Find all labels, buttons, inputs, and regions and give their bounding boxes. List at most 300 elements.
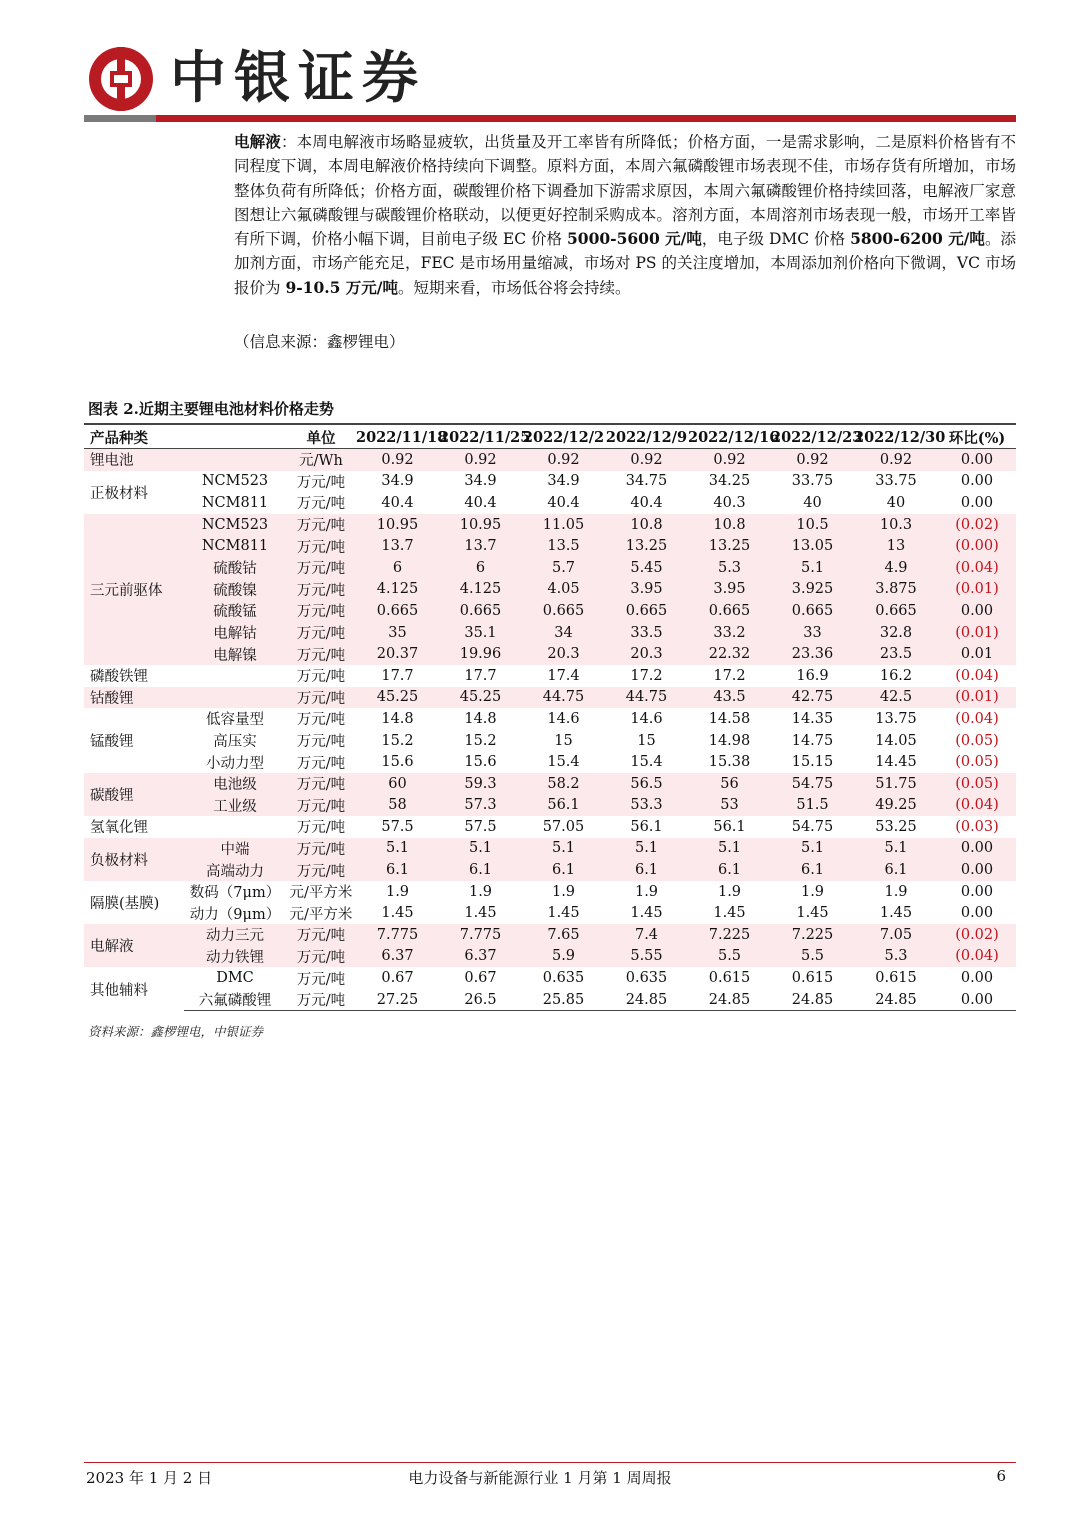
price-cell: 4.125	[439, 579, 522, 601]
price-cell: 1.45	[713, 905, 746, 922]
table-row	[84, 751, 1016, 773]
price-cell: 10.3	[854, 514, 938, 536]
price-cell: 1.45	[879, 905, 913, 922]
table-row	[84, 471, 1016, 493]
price-cell: 14.98	[708, 732, 751, 749]
category-cell: 钴酸锂	[84, 687, 184, 709]
price-cell: 13.25	[688, 535, 771, 557]
price-cell: 24.85	[688, 989, 771, 1011]
price-cell: 44.75	[605, 687, 688, 709]
price-cell: 53	[688, 795, 771, 817]
table-row	[84, 881, 1016, 903]
price-cell: 33.75	[875, 473, 917, 490]
unit-cell: 万元/吨	[296, 474, 346, 491]
price-cell: 13	[854, 535, 938, 557]
price-cell: 6.37	[439, 946, 522, 968]
price-cell: 40.3	[713, 494, 746, 511]
price-cell: 35.1	[439, 622, 522, 644]
price-cell: 13.05	[771, 535, 854, 557]
subcategory-cell	[184, 449, 286, 471]
unit-cell: 万元/吨	[296, 712, 346, 729]
footer-date: 2023 年 1 月 2 日	[86, 1469, 213, 1487]
subcategory-cell: 数码（7μm）	[189, 885, 281, 902]
price-cell: 56.1	[713, 818, 746, 835]
table-row	[84, 859, 1016, 881]
price-cell: 1.45	[630, 905, 663, 922]
subcategory-cell: 硫酸镍	[184, 579, 286, 601]
price-cell: 5.1	[605, 838, 688, 860]
subcategory-cell: 硫酸锰	[184, 600, 286, 622]
price-cell: 6.1	[356, 859, 439, 881]
table-row	[84, 622, 1016, 644]
table-row	[84, 514, 1016, 536]
category-cell: 氢氧化锂	[90, 820, 148, 837]
price-cell: 6.1	[771, 859, 854, 881]
price-cell: 10.95	[356, 514, 439, 536]
price-cell: 5.1	[522, 838, 605, 860]
price-cell: 0.665	[605, 600, 688, 622]
price-cell: 10.5	[771, 514, 854, 536]
price-cell: 34.9	[381, 473, 414, 490]
column-header: 产品种类	[84, 426, 184, 449]
price-cell: 14.35	[791, 710, 834, 727]
footer-rule	[84, 1462, 1016, 1463]
paragraph-text-4: 。短期来看，市场低谷将会持续。	[397, 278, 631, 297]
column-header: 2022/11/18	[356, 426, 439, 449]
price-cell: 33.75	[791, 473, 834, 490]
figure-title: 图表 2.近期主要锂电池材料价格走势	[88, 400, 334, 418]
brand-name: 中银证券	[170, 45, 426, 111]
price-cell: 1.45	[547, 905, 580, 922]
price-cell: 33.2	[688, 622, 771, 644]
unit-cell: 万元/吨	[296, 755, 346, 772]
price-cell: 20.37	[356, 643, 439, 665]
price-cell: 15.2	[381, 732, 414, 749]
change-cell: (0.00)	[938, 535, 1016, 557]
price-cell: 5.9	[522, 946, 605, 968]
price-cell: 4.05	[522, 579, 605, 601]
price-cell: 20.3	[522, 643, 605, 665]
change-cell: (0.01)	[938, 622, 1016, 644]
unit-cell: 万元/吨	[286, 687, 356, 709]
price-cell: 6.1	[605, 859, 688, 881]
price-cell: 33.5	[605, 622, 688, 644]
price-cell: 32.8	[854, 622, 938, 644]
column-header: 2022/12/30	[854, 426, 938, 449]
price-cell: 7.05	[854, 924, 938, 946]
unit-cell: 万元/吨	[286, 643, 356, 665]
paragraph-bold-2: 5800-6200 元/吨	[850, 229, 985, 249]
price-cell: 56.1	[630, 818, 663, 835]
price-cell: 14.6	[630, 710, 663, 727]
price-cell: 20.3	[605, 643, 688, 665]
change-cell: (0.04)	[938, 557, 1016, 579]
price-cell: 53.25	[875, 818, 917, 835]
price-cell: 15.4	[547, 754, 580, 771]
price-cell: 6.1	[522, 859, 605, 881]
price-cell: 0.67	[464, 970, 497, 987]
price-cell: 1.9	[551, 883, 576, 900]
column-header	[184, 426, 286, 449]
change-cell: 0.01	[938, 643, 1016, 665]
subcategory-cell: 中端	[184, 838, 286, 860]
change-cell: (0.01)	[938, 687, 1016, 709]
subcategory-cell: 动力（9μm）	[189, 906, 281, 923]
price-cell: 40.4	[464, 494, 497, 511]
change-cell: 0.00	[960, 494, 994, 511]
change-cell: (0.04)	[938, 946, 1016, 968]
subcategory-cell: 动力铁锂	[184, 946, 286, 968]
category-cell: 电解液	[84, 924, 184, 967]
price-cell: 0.92	[854, 449, 938, 471]
price-cell: 13.25	[605, 535, 688, 557]
price-cell: 0.92	[688, 449, 771, 471]
price-cell: 1.45	[381, 905, 414, 922]
category-cell: 锰酸锂	[90, 734, 134, 751]
price-cell: 0.665	[522, 600, 605, 622]
price-cell: 13.7	[356, 535, 439, 557]
category-cell: 正极材料	[90, 485, 148, 502]
price-cell: 5.5	[771, 946, 854, 968]
price-cell: 0.665	[771, 600, 854, 622]
price-cell: 57.5	[464, 818, 497, 835]
price-cell: 59.3	[439, 773, 522, 795]
paragraph-text-2: ，电子级 DMC 价格	[701, 230, 851, 249]
category-cell: 其他辅料	[90, 982, 148, 999]
change-cell: (0.05)	[955, 754, 999, 771]
table-row	[84, 492, 1016, 514]
unit-cell: 万元/吨	[286, 859, 356, 881]
price-cell: 6.1	[854, 859, 938, 881]
price-cell: 42.5	[854, 687, 938, 709]
price-cell: 53.3	[605, 795, 688, 817]
change-cell: (0.05)	[938, 773, 1016, 795]
unit-cell: 万元/吨	[286, 600, 356, 622]
unit-cell: 万元/吨	[286, 535, 356, 557]
change-cell: (0.02)	[938, 924, 1016, 946]
table-row	[84, 730, 1016, 752]
price-cell: 26.5	[439, 989, 522, 1011]
table-row	[84, 557, 1016, 579]
subcategory-cell: NCM523	[201, 473, 269, 490]
price-cell: 15.6	[464, 754, 497, 771]
category-cell: 负极材料	[84, 838, 184, 881]
price-cell: 17.7	[381, 667, 414, 684]
price-cell: 5.55	[605, 946, 688, 968]
unit-cell: 万元/吨	[296, 820, 346, 837]
price-cell: 15.6	[381, 754, 414, 771]
unit-cell: 万元/吨	[296, 669, 346, 686]
price-cell: 22.32	[688, 643, 771, 665]
subcategory-cell: DMC	[216, 970, 254, 987]
price-cell: 14.8	[464, 710, 497, 727]
table-row	[84, 665, 1016, 687]
unit-cell: 元/平方米	[289, 885, 353, 902]
price-cell: 1.9	[717, 883, 742, 900]
price-cell: 40.4	[381, 494, 414, 511]
table-row	[84, 989, 1016, 1011]
table-row	[84, 838, 1016, 860]
paragraph-text-1: ：本周电解液市场略显疲软，出货量及开工率皆有所降低；价格方面，一是需求影响，二是原料价格皆有不同程度下调，本周电解液价格持续向下调整。原料方面，本周六氟磷酸锂市场表现不佳，市场存货有所增加，市场整体负荷有所降低；价格方面，碳酸锂价格下调叠加下游需求原因，本周六氟磷酸锂价格持续回落，电解液厂家意图想让六氟磷酸锂与碳酸锂价格联动，以便更好控制采购成本。溶剂方面，本周溶剂市场表现一般，市场开工率皆有所下调，价格小幅下调，目前电子级 EC 价格	[234, 133, 1016, 249]
price-cell: 5.45	[605, 557, 688, 579]
change-cell: 0.00	[960, 970, 994, 987]
column-header: 2022/12/23	[771, 426, 854, 449]
table-row	[84, 924, 1016, 946]
price-cell: 24.85	[605, 989, 688, 1011]
category-cell: 锂电池	[84, 449, 184, 471]
subcategory-cell: 高端动力	[184, 859, 286, 881]
table-row	[84, 643, 1016, 665]
subcategory-cell: 电解钴	[184, 622, 286, 644]
unit-cell: 万元/吨	[286, 989, 356, 1011]
unit-cell: 元/平方米	[289, 906, 353, 923]
header-rule	[84, 115, 1016, 122]
price-cell: 35	[356, 622, 439, 644]
price-cell: 6.1	[439, 859, 522, 881]
price-cell: 1.9	[800, 883, 825, 900]
price-cell: 34.75	[625, 473, 668, 490]
subcategory-cell	[184, 687, 286, 709]
change-cell: 0.00	[938, 989, 1016, 1011]
price-cell: 44.75	[522, 687, 605, 709]
price-cell: 7.65	[522, 924, 605, 946]
price-cell: 45.25	[439, 687, 522, 709]
category-cell: 磷酸铁锂	[90, 669, 148, 686]
table-row	[84, 449, 1016, 471]
page-number: 6	[996, 1467, 1006, 1485]
unit-cell: 万元/吨	[286, 514, 356, 536]
price-cell: 49.25	[854, 795, 938, 817]
price-cell: 0.665	[854, 600, 938, 622]
price-cell: 57.5	[381, 818, 414, 835]
change-cell: (0.01)	[938, 579, 1016, 601]
price-cell: 40	[886, 494, 906, 511]
price-cell: 6	[439, 557, 522, 579]
price-cell: 16.9	[796, 667, 829, 684]
paragraph-text-3: 。添加剂方面，市场产能充足，FEC 是市场用量缩减，市场对 PS 的关注度增加，本周添加剂价格向下微调，VC 市场报价为	[234, 230, 1016, 297]
price-cell: 17.7	[464, 667, 497, 684]
column-header: 2022/11/25	[439, 426, 522, 449]
price-cell: 0.92	[605, 449, 688, 471]
unit-cell: 元/Wh	[286, 449, 356, 471]
price-cell: 57.3	[439, 795, 522, 817]
price-cell: 24.85	[771, 989, 854, 1011]
price-cell: 13.75	[875, 710, 917, 727]
subcategory-cell	[184, 816, 286, 838]
unit-cell: 万元/吨	[286, 579, 356, 601]
price-cell: 15.4	[630, 754, 663, 771]
column-header: 2022/12/16	[688, 426, 771, 449]
price-cell: 6.1	[688, 859, 771, 881]
unit-cell: 万元/吨	[286, 838, 356, 860]
category-cell: 三元前驱体	[84, 514, 184, 665]
unit-cell: 万元/吨	[296, 496, 346, 513]
price-cell: 19.96	[439, 643, 522, 665]
unit-cell: 万元/吨	[286, 946, 356, 968]
price-cell: 27.25	[356, 989, 439, 1011]
subcategory-cell: 高压实	[213, 734, 257, 751]
price-cell: 34.9	[547, 473, 580, 490]
price-cell: 0.615	[791, 970, 834, 987]
price-cell: 0.665	[439, 600, 522, 622]
price-cell: 11.05	[522, 514, 605, 536]
price-cell: 13.5	[522, 535, 605, 557]
price-cell: 54.75	[771, 773, 854, 795]
price-cell: 5.7	[522, 557, 605, 579]
price-cell: 14.58	[708, 710, 751, 727]
price-cell: 13.7	[439, 535, 522, 557]
column-header: 环比(%)	[938, 426, 1016, 449]
price-cell: 5.1	[771, 838, 854, 860]
price-cell: 51.5	[771, 795, 854, 817]
price-cell: 14.75	[791, 732, 834, 749]
price-cell: 15.38	[708, 754, 751, 771]
price-cell: 7.775	[439, 924, 522, 946]
price-cell: 54.75	[791, 818, 834, 835]
column-header: 单位	[286, 426, 356, 449]
price-cell: 5.1	[439, 838, 522, 860]
price-cell: 3.875	[854, 579, 938, 601]
price-cell: 0.92	[522, 449, 605, 471]
price-cell: 3.95	[688, 579, 771, 601]
price-cell: 45.25	[356, 687, 439, 709]
subcategory-cell: 六氟磷酸锂	[184, 989, 286, 1011]
price-cell: 6	[356, 557, 439, 579]
table-row	[84, 579, 1016, 601]
price-cell: 0.92	[439, 449, 522, 471]
subcategory-cell: NCM811	[184, 535, 286, 557]
price-cell: 7.225	[688, 924, 771, 946]
table-row	[84, 946, 1016, 968]
change-cell: (0.04)	[955, 667, 999, 684]
price-cell: 40.4	[547, 494, 580, 511]
price-cell: 0.635	[625, 970, 668, 987]
price-cell: 10.8	[605, 514, 688, 536]
price-cell: 0.615	[708, 970, 751, 987]
price-cell: 56.1	[522, 795, 605, 817]
subcategory-cell: NCM811	[201, 494, 269, 511]
price-cell: 14.45	[875, 754, 917, 771]
unit-cell: 万元/吨	[286, 773, 356, 795]
column-header: 2022/12/2	[522, 426, 605, 449]
price-cell: 14.6	[547, 710, 580, 727]
table-row	[84, 795, 1016, 817]
electrolyte-paragraph	[234, 130, 1016, 300]
bank-of-china-logo-icon	[86, 44, 156, 114]
price-cell: 5.1	[854, 838, 938, 860]
price-cell: 58	[356, 795, 439, 817]
price-cell: 23.36	[771, 643, 854, 665]
table-row	[84, 967, 1016, 989]
change-cell: 0.00	[960, 883, 994, 900]
change-cell: (0.02)	[938, 514, 1016, 536]
paragraph-lead: 电解液	[234, 132, 281, 151]
change-cell: 0.00	[960, 905, 994, 922]
price-cell: 5.1	[688, 838, 771, 860]
subcategory-cell	[184, 665, 286, 687]
change-cell: 0.00	[938, 838, 1016, 860]
column-header: 2022/12/9	[605, 426, 688, 449]
price-cell: 24.85	[854, 989, 938, 1011]
table-row	[84, 708, 1016, 730]
price-cell: 10.8	[688, 514, 771, 536]
figure-source: 资料来源：鑫椤锂电，中银证券	[88, 1024, 264, 1039]
price-cell: 25.85	[522, 989, 605, 1011]
price-cell: 58.2	[522, 773, 605, 795]
price-cell: 16.2	[879, 667, 913, 684]
price-cell: 42.75	[771, 687, 854, 709]
price-cell: 33	[771, 622, 854, 644]
price-cell: 15.15	[791, 754, 834, 771]
paragraph-bold-1: 5000-5600 元/吨	[567, 229, 702, 249]
price-cell: 51.75	[854, 773, 938, 795]
price-cell: 15	[554, 732, 573, 749]
price-cell: 5.5	[688, 946, 771, 968]
price-cell: 0.615	[875, 970, 917, 987]
change-cell: (0.04)	[938, 795, 1016, 817]
table-body	[84, 449, 1016, 1011]
price-table	[84, 426, 1016, 1011]
info-source: （信息来源：鑫椤锂电）	[234, 333, 405, 351]
table-row	[84, 902, 1016, 924]
price-cell: 7.225	[771, 924, 854, 946]
price-cell: 1.9	[634, 883, 659, 900]
price-cell: 40.4	[630, 494, 663, 511]
price-cell: 7.775	[356, 924, 439, 946]
change-cell: 0.00	[938, 859, 1016, 881]
price-cell: 17.2	[630, 667, 663, 684]
price-cell: 0.665	[688, 600, 771, 622]
price-cell: 0.67	[381, 970, 414, 987]
price-cell: 5.1	[771, 557, 854, 579]
price-cell: 14.05	[875, 732, 917, 749]
price-cell: 34.9	[464, 473, 497, 490]
change-cell: (0.03)	[955, 818, 999, 835]
subcategory-cell: 电池级	[184, 773, 286, 795]
price-cell: 43.5	[688, 687, 771, 709]
price-cell: 7.4	[605, 924, 688, 946]
table-row	[84, 687, 1016, 709]
subcategory-cell: 工业级	[184, 795, 286, 817]
price-cell: 57.05	[542, 818, 585, 835]
price-cell: 17.4	[547, 667, 580, 684]
figure-top-rule	[84, 423, 1016, 425]
change-cell: 0.00	[938, 449, 1016, 471]
change-cell: (0.05)	[955, 732, 999, 749]
unit-cell: 万元/吨	[286, 795, 356, 817]
price-cell: 4.9	[854, 557, 938, 579]
subcategory-cell: 低容量型	[206, 712, 264, 729]
price-cell: 56.5	[605, 773, 688, 795]
footer-title: 电力设备与新能源行业 1 月第 1 周周报	[408, 1469, 672, 1487]
price-cell: 1.9	[884, 883, 908, 900]
price-cell: 0.635	[542, 970, 585, 987]
price-cell: 14.8	[381, 710, 414, 727]
unit-cell: 万元/吨	[286, 924, 356, 946]
table-row	[84, 535, 1016, 557]
price-cell: 10.95	[439, 514, 522, 536]
price-cell: 0.92	[356, 449, 439, 471]
table-row	[84, 600, 1016, 622]
category-cell: 碳酸锂	[84, 773, 184, 816]
table-row	[84, 773, 1016, 795]
price-cell: 17.2	[713, 667, 746, 684]
subcategory-cell: 硫酸钴	[184, 557, 286, 579]
price-cell: 34.25	[708, 473, 751, 490]
price-cell: 56	[688, 773, 771, 795]
change-cell: 0.00	[938, 600, 1016, 622]
price-cell: 1.9	[468, 883, 493, 900]
